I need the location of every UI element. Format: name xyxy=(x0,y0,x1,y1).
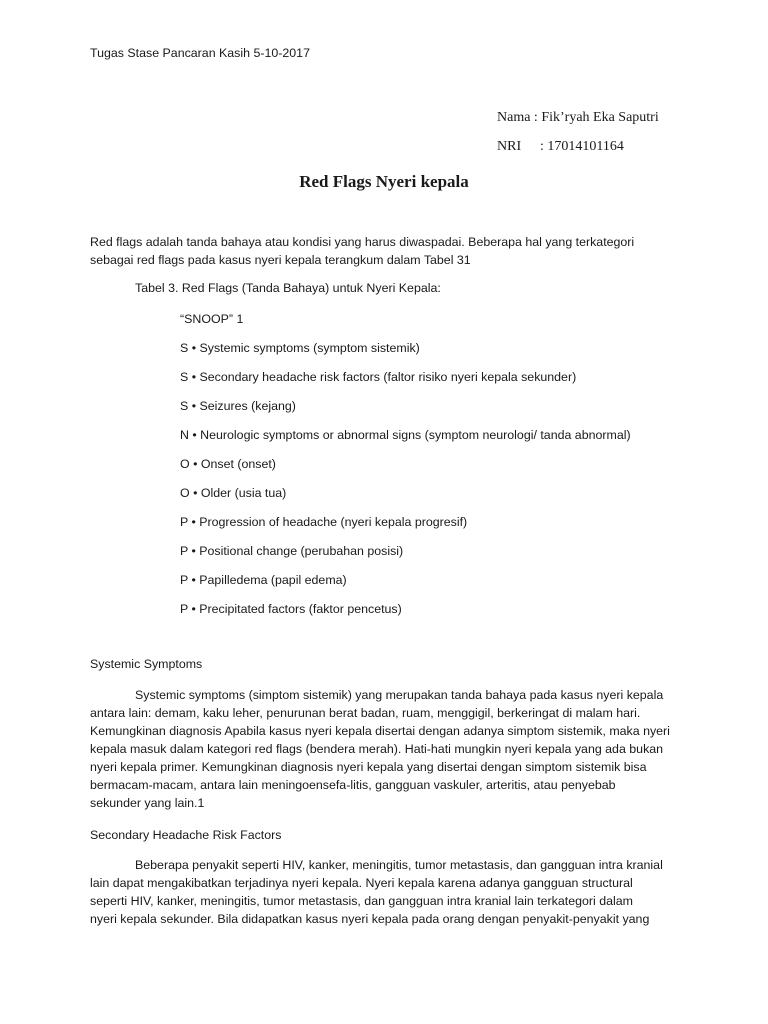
paragraph-line: Kemungkinan diagnosis Apabila kasus nyeri kepala disertai dengan adanya simptom sistemik, maka nyeri xyxy=(90,724,670,738)
list-item: O • Onset (onset) xyxy=(180,457,276,471)
paragraph-line: bermacam-macam, antara lain meningoensefa-litis, gangguan vaskuler, arteritis, atau penyebab xyxy=(90,778,616,792)
paragraph-line: nyeri kepala sekunder. Bila didapatkan kasus nyeri kepala pada orang dengan penyakit-penyakit yang xyxy=(90,912,650,926)
document-header: Tugas Stase Pancaran Kasih 5-10-2017 xyxy=(90,46,310,60)
intro-line: sebagai red flags pada kasus nyeri kepala terangkum dalam Tabel 31 xyxy=(90,253,471,267)
section-paragraph xyxy=(90,856,680,928)
list-item: O • Older (usia tua) xyxy=(180,486,287,500)
list-item: S • Systemic symptoms (symptom sistemik) xyxy=(180,341,420,355)
red-flags-list xyxy=(180,310,631,629)
list-item: P • Progression of headache (nyeri kepala progresif) xyxy=(180,515,468,529)
paragraph-line: nyeri kepala primer. Kemungkinan diagnosis nyeri kepala yang disertai dengan simptom sistemik bisa xyxy=(90,760,647,774)
intro-paragraph xyxy=(90,233,680,269)
nri-label: NRI xyxy=(497,139,522,154)
nri-value: : 17014101164 xyxy=(540,139,624,154)
paragraph-line: kepala masuk dalam kategori red flags (bendera merah). Hati-hati mungkin nyeri kepala yang ada bukan xyxy=(90,742,664,756)
section-heading: Systemic Symptoms xyxy=(90,657,203,671)
table-caption: Tabel 3. Red Flags (Tanda Bahaya) untuk Nyeri Kepala: xyxy=(135,281,441,295)
intro-line: Red flags adalah tanda bahaya atau kondisi yang harus diwaspadai. Beberapa hal yang terkategori xyxy=(90,235,635,249)
section-heading: Secondary Headache Risk Factors xyxy=(90,828,282,842)
student-name: Nama : Fik’ryah Eka Saputri xyxy=(497,110,659,125)
paragraph-line: Beberapa penyakit seperti HIV, kanker, meningitis, tumor metastasis, dan gangguan intra kranial xyxy=(135,858,663,872)
student-nri xyxy=(497,139,624,155)
list-item: “SNOOP” 1 xyxy=(180,312,244,326)
list-item: N • Neurologic symptoms or abnormal signs (symptom neurologi/ tanda abnormal) xyxy=(180,428,631,442)
list-item: P • Papilledema (papil edema) xyxy=(180,573,347,587)
paragraph-line: seperti HIV, kanker, meningitis, tumor metastasis, dan gangguan intra kranial lain terkategori dalam xyxy=(90,894,633,908)
paragraph-line: Systemic symptoms (simptom sistemik) yang merupakan tanda bahaya pada kasus nyeri kepala xyxy=(135,688,664,702)
list-item: S • Secondary headache risk factors (faltor risiko nyeri kepala sekunder) xyxy=(180,370,577,384)
list-item: S • Seizures (kejang) xyxy=(180,399,296,413)
section-paragraph xyxy=(90,686,680,812)
paragraph-line: sekunder yang lain.1 xyxy=(90,796,205,810)
paragraph-line: lain dapat mengakibatkan terjadinya nyeri kepala. Nyeri kepala karena adanya gangguan structural xyxy=(90,876,633,890)
list-item: P • Positional change (perubahan posisi) xyxy=(180,544,404,558)
paragraph-line: antara lain: demam, kaku leher, penurunan berat badan, ruam, menggigil, berkeringat di malam hari. xyxy=(90,706,641,720)
list-item: P • Precipitated factors (faktor pencetus) xyxy=(180,602,402,616)
document-title: Red Flags Nyeri kepala xyxy=(299,172,469,191)
